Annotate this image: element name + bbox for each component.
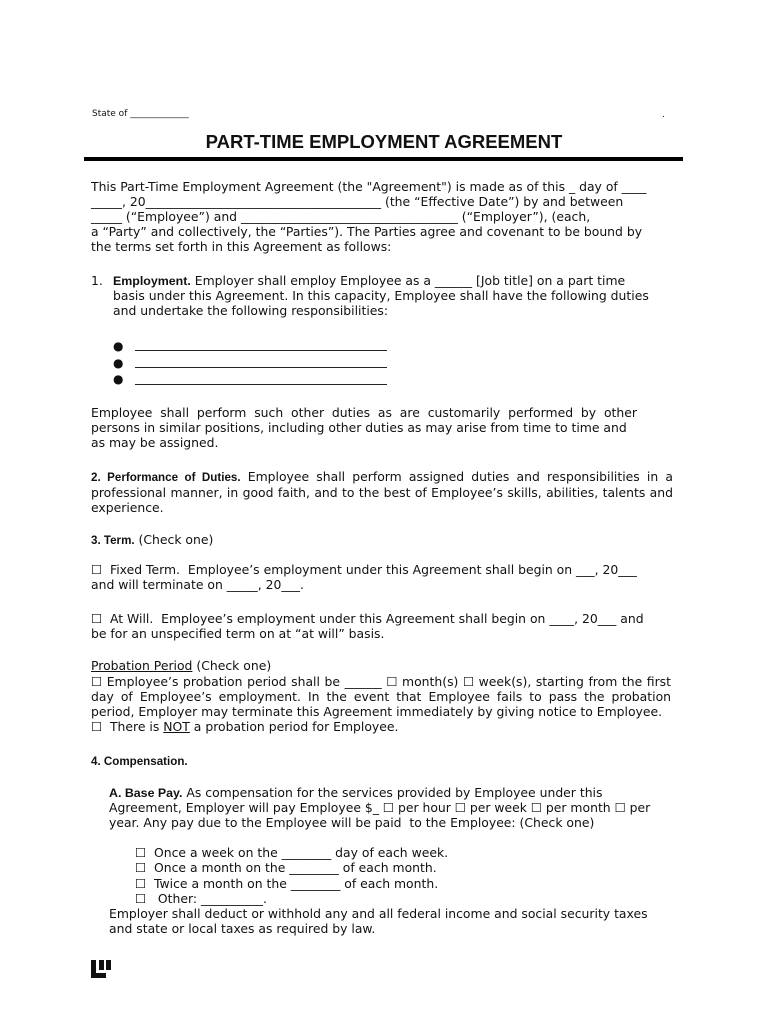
section-3-heading: 3. Term.	[91, 534, 135, 547]
section-1-line-2: basis under this Agreement. In this capacity, Employee shall have the following duties	[113, 288, 649, 303]
section-1-line-3: and undertake the following responsibilities:	[113, 303, 389, 318]
base-pay-line-2: Agreement, Employer will pay Employee $_ ☐ per hour ☐ per week ☐ per month ☐ per	[109, 800, 651, 815]
deduct-line-1: Employer shall deduct or withhold any and all federal income and social security taxes	[109, 906, 648, 921]
intro-line-2: _____, 20______________________________________ (the “Effective Date”) by and between	[91, 194, 624, 209]
lawdistrict-logo-icon	[91, 960, 111, 978]
bullet-3: ●	[113, 372, 124, 386]
duty-blank-3	[135, 384, 387, 385]
fixed-term-line-2: and will terminate on _____, 20___.	[91, 577, 304, 592]
base-pay-heading: A. Base Pay.	[109, 786, 183, 800]
fixed-term-option[interactable]: ☐ Fixed Term. Employee’s employment under this Agreement shall begin on ___, 20___	[91, 562, 637, 577]
base-pay-line-1	[109, 785, 602, 801]
pay-option-weekly[interactable]: ☐ Once a week on the ________ day of each week.	[135, 845, 449, 860]
probation-heading: Probation Period	[91, 658, 193, 673]
base-pay-text-1: As compensation for the services provided by Employee under this	[182, 785, 603, 800]
title-rule	[84, 157, 683, 161]
pay-option-monthly[interactable]: ☐ Once a month on the ________ of each month.	[135, 860, 437, 875]
no-probation-text-b: a probation period for Employee.	[189, 719, 399, 734]
intro-line-4: a “Party” and collectively, the “Parties”). The Parties agree and covenant to be bound by	[91, 224, 643, 239]
intro-line-3: _____ (“Employee”) and ___________________________________ (“Employer”), (each,	[91, 209, 591, 224]
section-2	[91, 469, 673, 516]
section-1-other-duties-end: as may be assigned.	[91, 435, 219, 450]
no-probation-text-a: ☐ There is	[91, 719, 164, 734]
pay-option-other[interactable]: ☐ Other: __________.	[135, 891, 267, 906]
section-4-heading	[91, 753, 188, 769]
base-pay-line-3: year. Any pay due to the Employee will be paid to the Employee: (Check one)	[109, 815, 595, 830]
header-dot: .	[662, 110, 665, 120]
pay-option-twice-monthly[interactable]: ☐ Twice a month on the ________ of each month.	[135, 876, 439, 891]
duty-blank-1	[135, 350, 387, 351]
at-will-option[interactable]: ☐ At Will. Employee’s employment under this Agreement shall begin on ____, 20___ and	[91, 611, 644, 626]
state-of-field: State of _____________	[92, 109, 189, 119]
probation-option[interactable]: ☐ Employee’s probation period shall be ______ ☐ month(s) ☐ week(s), starting from the first day of Employee’s employment. In the event that Employee fails to pass the probation period, Employer may terminate this Agreement immediately by giving notice to Employee.	[91, 674, 671, 720]
intro-line-5: the terms set forth in this Agreement as follows:	[91, 239, 392, 254]
section-3-title	[91, 532, 213, 548]
bullet-1: ●	[113, 339, 124, 353]
section-1-other-duties: Employee shall perform such other duties as are customarily performed by other persons in similar positions, including other duties as may arise from time to time and	[91, 405, 637, 436]
section-1-text-1: Employer shall employ Employee as a ______ [Job title] on a part time	[190, 273, 626, 288]
duty-blank-2	[135, 367, 387, 368]
bullet-2: ●	[113, 356, 124, 370]
intro-line-1: This Part-Time Employment Agreement (the "Agreement") is made as of this _ day of ____	[91, 179, 647, 194]
section-3-check: (Check one)	[134, 532, 214, 547]
section-4-heading-text: 4. Compensation.	[91, 755, 188, 768]
no-probation-not: NOT	[163, 719, 190, 734]
section-1-line-1	[113, 273, 625, 289]
section-2-text: Employee shall perform assigned duties and responsibilities in a professional manner, in good faith, and to the best of Employee’s skills, abilities, talents and experience.	[91, 469, 673, 516]
document-title: PART-TIME EMPLOYMENT AGREEMENT	[205, 131, 563, 152]
deduct-line-2: and state or local taxes as required by law.	[109, 921, 376, 936]
probation-check: (Check one)	[192, 658, 272, 673]
section-1-heading: Employment.	[113, 274, 191, 288]
section-2-heading: 2. Performance of Duties.	[91, 471, 241, 484]
no-probation-option[interactable]	[91, 719, 398, 734]
at-will-line-2: be for an unspecified term on at “at will” basis.	[91, 626, 385, 641]
probation-title	[91, 658, 271, 673]
section-1-number: 1.	[91, 273, 103, 288]
